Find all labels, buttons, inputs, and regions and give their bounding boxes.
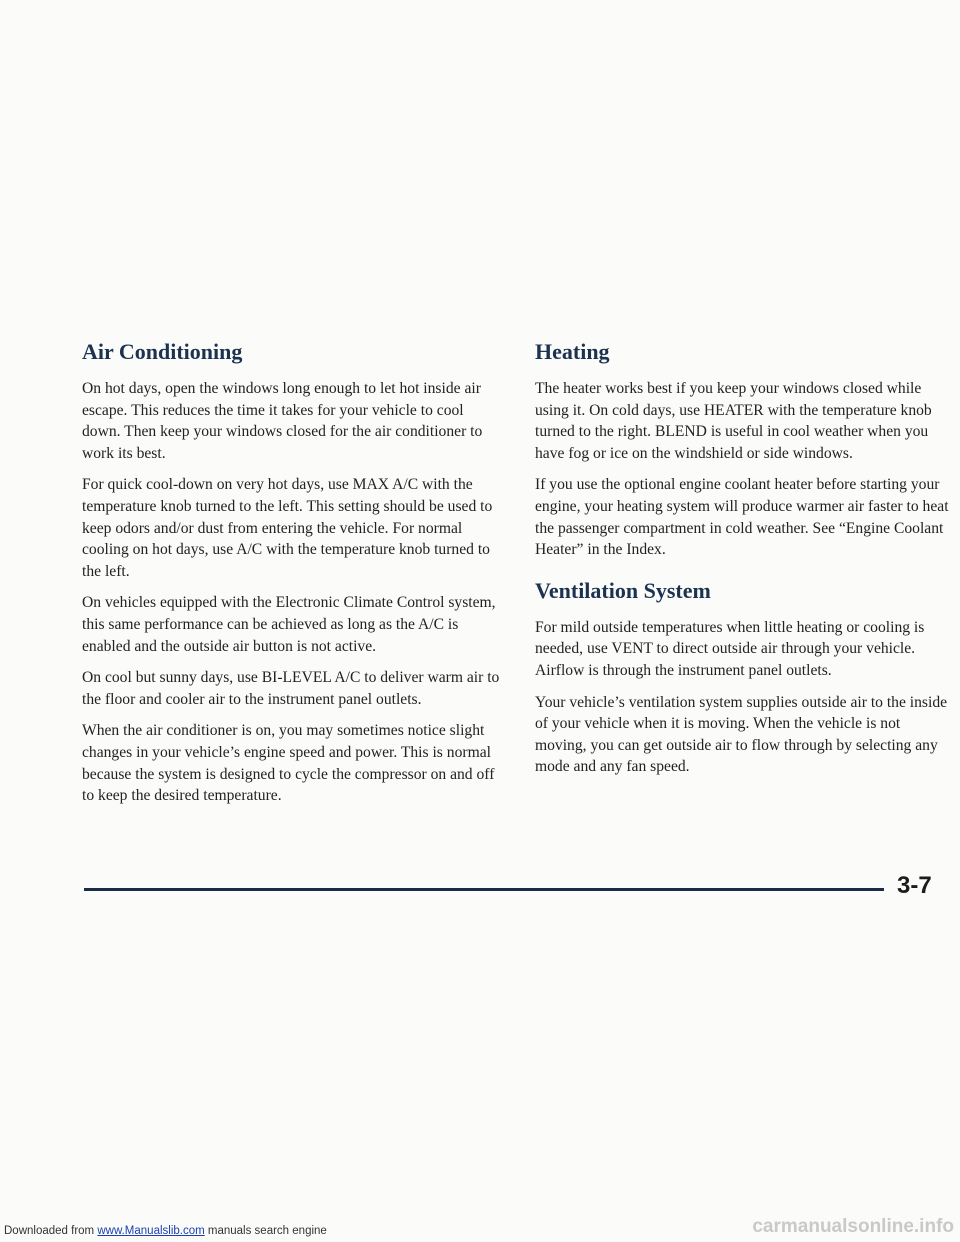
ac-paragraph-2: For quick cool-down on very hot days, use MAX A/C with the temperature knob turned to the left. This setting should be used to keep odors and/or dust from entering the vehicle. For normal cooling on hot days, use A/C with the temperature knob turned to the left.: [82, 476, 493, 580]
ventilation-paragraph-2: Your vehicle’s ventilation system supplies outside air to the inside of your vehicle when it is moving. When the vehicle is not moving, you can get outside air to flow through by selecting any mode and any fan speed.: [535, 693, 948, 776]
page-number: 3-7: [897, 872, 932, 899]
download-footer: [4, 1225, 327, 1237]
footer-suffix: manuals search engine: [204, 1225, 327, 1237]
heating-heading: Heating: [535, 339, 610, 364]
heating-paragraph-2: If you use the optional engine coolant heater before starting your engine, your heating system will produce warmer air faster to heat the passenger compartment in cold weather. See “Engine Coolant Heater” in the Index.: [535, 476, 949, 559]
air-conditioning-heading: Air Conditioning: [82, 339, 243, 364]
ac-paragraph-5: When the air conditioner is on, you may sometimes notice slight changes in your vehicle’s engine speed and power. This is normal because the system is designed to cycle the compressor on and off to keep the desired temperature.: [82, 722, 495, 805]
manualslib-link[interactable]: www.Manualslib.com: [97, 1225, 205, 1237]
ac-paragraph-4: On cool but sunny days, use BI-LEVEL A/C to deliver warm air to the floor and cooler air to the instrument panel outlets.: [82, 669, 500, 708]
right-column: [535, 336, 953, 788]
footer-rule: [84, 888, 884, 891]
heating-paragraph-1: The heater works best if you keep your windows closed while using it. On cold days, use HEATER with the temperature knob turned to the right. BLEND is useful in cool weather when you have fog or ice on the windshield or side windows.: [535, 380, 932, 462]
ac-paragraph-3: On vehicles equipped with the Electronic Climate Control system, this same performance can be achieved as long as the A/C is enabled and the outside air button is not active.: [82, 594, 496, 655]
ventilation-paragraph-1: For mild outside temperatures when little heating or cooling is needed, use VENT to direct outside air through your vehicle. Airflow is through the instrument panel outlets.: [535, 618, 925, 679]
footer-prefix: Downloaded from: [4, 1225, 98, 1237]
ac-paragraph-1: On hot days, open the windows long enough to let hot inside air escape. This reduces the time it takes for your vehicle to cool down. Then keep your windows closed for the air conditioner to work its best.: [82, 380, 483, 462]
watermark-text: carmanualsonline.info: [752, 1216, 954, 1237]
left-column: [82, 336, 502, 817]
ventilation-heading: Ventilation System: [535, 577, 711, 603]
